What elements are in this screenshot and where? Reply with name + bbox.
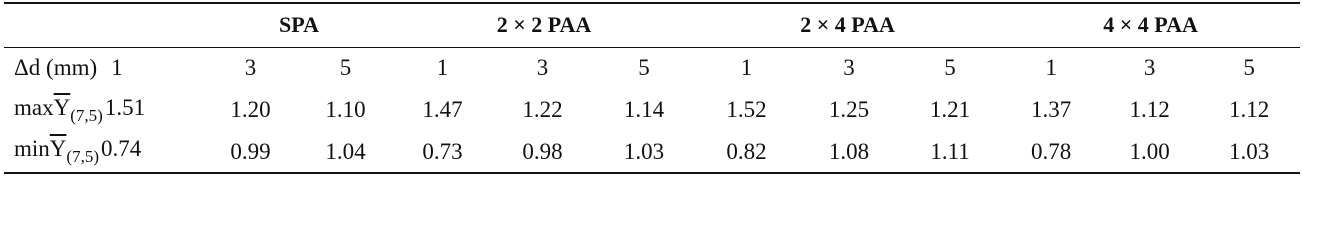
table-cell: 0.73 <box>422 138 463 164</box>
table-cell: 3 <box>244 55 257 81</box>
table-cell: 1.21 <box>929 97 971 122</box>
delta-d-label-cell <box>4 47 204 89</box>
table-cell: 1.11 <box>930 138 970 164</box>
table-cell: 1.12 <box>1228 97 1270 122</box>
table-cell: 0.98 <box>522 138 563 164</box>
max-y-subscript: (7,5) <box>70 105 103 125</box>
group-header-2x4-paa: 2 × 4 PAA <box>800 12 895 38</box>
max-y-first-value: 1.51 <box>104 94 146 120</box>
table-cell: 5 <box>1243 55 1255 81</box>
table-cell: 1.22 <box>522 97 563 122</box>
table-cell: 1.12 <box>1129 97 1170 122</box>
table-cell: 3 <box>1143 55 1156 81</box>
table-cell: 1 <box>436 55 449 81</box>
table-cell: 5 <box>339 55 352 81</box>
group-header-row <box>4 3 1300 47</box>
table-cell: 0.99 <box>230 138 271 164</box>
max-y-row <box>4 89 1300 131</box>
max-y-prefix: max <box>14 94 54 120</box>
group-header-4x4-paa: 4 × 4 PAA <box>1103 12 1198 38</box>
delta-d-label: Δd (mm) <box>14 55 98 81</box>
table-cell: 1.03 <box>623 138 665 164</box>
table-cell: 5 <box>944 55 956 81</box>
table-cell: 1.20 <box>230 97 271 122</box>
min-y-label-cell <box>4 131 204 173</box>
min-y-first-value: 0.74 <box>100 136 142 161</box>
min-y-row <box>4 131 1300 173</box>
y-bar-symbol: Y <box>53 94 71 120</box>
table-cell: 1.10 <box>325 97 366 122</box>
group-header-2x2-paa: 2 × 2 PAA <box>496 12 592 38</box>
table-cell: 0.82 <box>726 138 767 164</box>
min-y-subscript: (7,5) <box>66 147 99 166</box>
table-cell: 1 <box>740 55 753 81</box>
table-cell: 1.37 <box>1030 97 1072 122</box>
table-cell: 1.00 <box>1129 138 1170 164</box>
y-bar-symbol: Y <box>49 136 67 161</box>
group-header-spa: SPA <box>279 12 319 38</box>
group-header-spacer <box>4 3 204 47</box>
table-cell: 1.04 <box>325 138 366 164</box>
min-y-prefix: min <box>14 136 50 161</box>
max-y-label-cell <box>4 89 204 131</box>
delta-d-first-value: 1 <box>111 55 123 81</box>
comparison-table <box>4 2 1300 174</box>
table-cell: 1.03 <box>1228 138 1270 164</box>
table-cell: 1.08 <box>828 138 870 164</box>
table-cell: 5 <box>638 55 650 81</box>
delta-d-row <box>4 47 1300 89</box>
table-cell: 0.78 <box>1030 138 1072 164</box>
table-cell: 1 <box>1045 55 1057 81</box>
table-cell: 1.47 <box>422 97 463 122</box>
table-cell: 1.52 <box>726 97 767 122</box>
table-cell: 1.25 <box>828 97 870 122</box>
comparison-table-container <box>4 2 1300 174</box>
table-cell: 3 <box>536 55 549 81</box>
table-cell: 3 <box>843 55 855 81</box>
table-cell: 1.14 <box>623 97 665 122</box>
